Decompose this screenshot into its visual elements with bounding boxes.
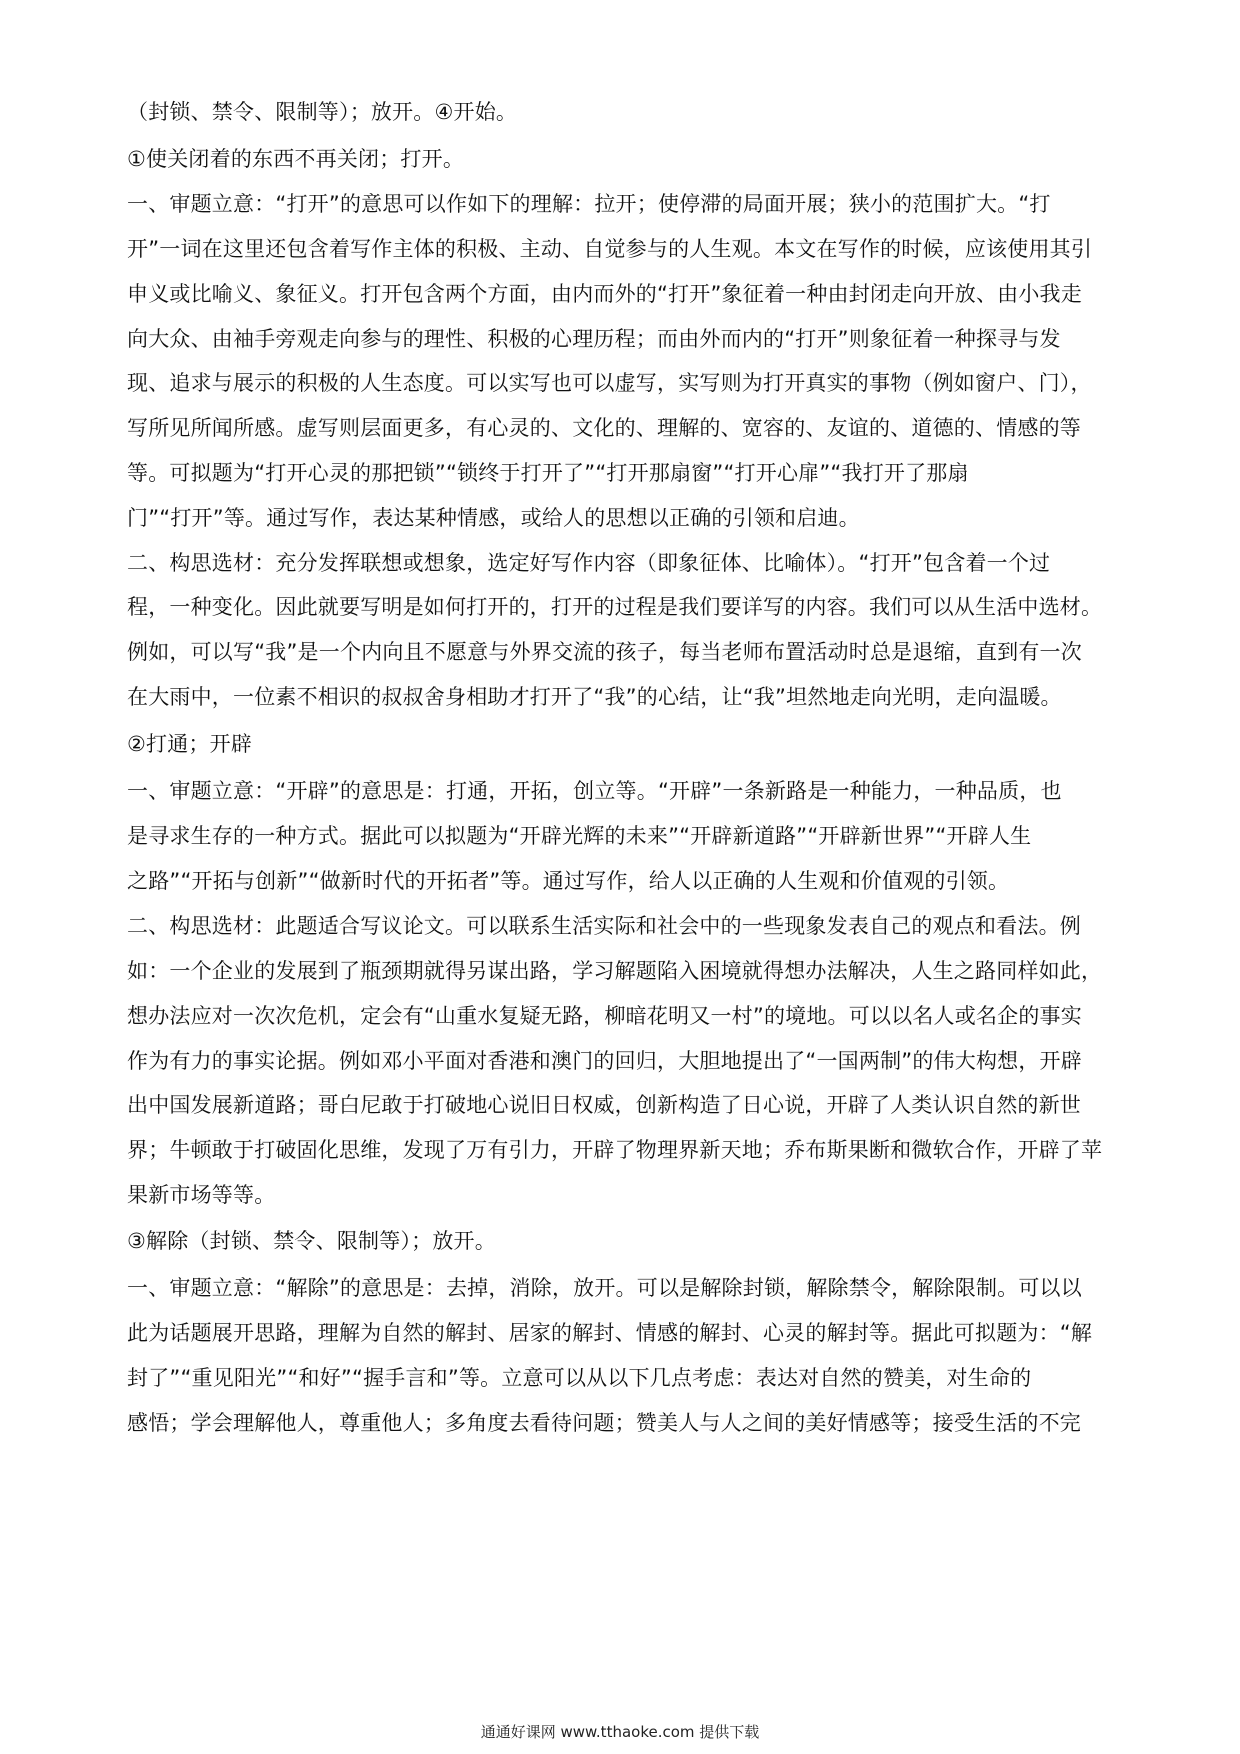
text-line: 一、审题立意：“打开”的意思可以作如下的理解：拉开；使停滞的局面开展；狭小的范围扩大。“打 (127, 192, 1051, 216)
text-line: ①使关闭着的东西不再关闭；打开。 (127, 147, 465, 171)
text-line: ②打通；开辟 (127, 732, 253, 756)
text-line: 例如，可以写“我”是一个内向且不愿意与外界交流的孩子，每当老师布置活动时总是退缩，直到有一次 (127, 640, 1082, 664)
text-line: 等。可拟题为“打开心灵的那把锁”“锁终于打开了”“打开那扇窗”“打开心扉”“我打开了那扇 (127, 461, 969, 485)
text-line: ③解除（封锁、禁令、限制等）；放开。 (127, 1229, 496, 1253)
text-line: 申义或比喻义、象征义。打开包含两个方面，由内而外的“打开”象征着一种由封闭走向开放、由小我走 (127, 282, 1082, 306)
text-line: 如：一个企业的发展到了瓶颈期就得另谋出路，学习解题陷入困境就得想办法解决，人生之路同样如此， (127, 959, 1103, 983)
text-line: 想办法应对一次次危机，定会有“山重水复疑无路，柳暗花明又一村”的境地。可以以名人或名企的事实 (127, 1004, 1082, 1028)
text-line: 向大众、由袖手旁观走向参与的理性、积极的心理历程；而由外而内的“打开”则象征着一种探寻与发 (127, 327, 1061, 351)
text-line: 之路”“开拓与创新”“做新时代的开拓者”等。通过写作，给人以正确的人生观和价值观的引领。 (127, 869, 1010, 893)
text-line: 感悟；学会理解他人，尊重他人；多角度去看待问题；赞美人与人之间的美好情感等；接受生活的不完 (127, 1411, 1081, 1435)
page-footer: 通通好课网 www.tthaoke.com 提供下载 (480, 1723, 760, 1741)
text-line: 此为话题展开思路，理解为自然的解封、居家的解封、情感的解封、心灵的解封等。据此可拟题为：“解 (127, 1321, 1093, 1345)
text-line: 果新市场等等。 (127, 1183, 276, 1207)
text-line: 二、构思选材：此题适合写议论文。可以联系生活实际和社会中的一些现象发表自己的观点和看法。例 (127, 914, 1081, 938)
text-line: 是寻求生存的一种方式。据此可以拟题为“开辟光辉的未来”“开辟新道路”“开辟新世界”“开辟人生 (127, 824, 1032, 848)
text-line: 在大雨中，一位素不相识的叔叔舍身相助才打开了“我”的心结，让“我”坦然地走向光明，走向温暖。 (127, 685, 1062, 709)
text-line: 出中国发展新道路；哥白尼敢于打破地心说旧日权威，创新构造了日心说，开辟了人类认识自然的新世 (127, 1093, 1081, 1117)
text-line: 写所见所闻所感。虚写则层面更多，有心灵的、文化的、理解的、宽容的、友谊的、道德的、情感的等 (127, 416, 1081, 440)
text-line: 封了”“重见阳光”“和好”“握手言和”等。立意可以从以下几点考虑：表达对自然的赞美，对生命的 (127, 1366, 1032, 1390)
text-line: 一、审题立意：“开辟”的意思是：打通，开拓，创立等。“开辟”一条新路是一种能力，一种品质，也 (127, 779, 1062, 803)
text-line: （封锁、禁令、限制等）；放开。④开始。 (127, 100, 518, 124)
text-line: 二、构思选材：充分发挥联想或想象，选定好写作内容（即象征体、比喻体）。“打开”包含着一个过 (127, 551, 1051, 575)
text-line: 门”“打开”等。通过写作，表达某种情感，或给人的思想以正确的引领和启迪。 (127, 506, 860, 530)
text-line: 一、审题立意：“解除”的意思是：去掉，消除，放开。可以是解除封锁，解除禁令，解除限制。可以以 (127, 1276, 1082, 1300)
text-line: 现、追求与展示的积极的人生态度。可以实写也可以虚写，实写则为打开真实的事物（例如窗户、门）， (127, 371, 1092, 395)
text-line: 界；牛顿敢于打破固化思维，发现了万有引力，开辟了物理界新天地；乔布斯果断和微软合作，开辟了苹 (127, 1138, 1103, 1162)
text-line: 作为有力的事实论据。例如邓小平面对香港和澳门的回归，大胆地提出了“一国两制”的伟大构想，开辟 (127, 1049, 1082, 1073)
text-line: 程，一种变化。因此就要写明是如何打开的，打开的过程是我们要详写的内容。我们可以从生活中选材。 (127, 595, 1103, 619)
text-line: 开”一词在这里还包含着写作主体的积极、主动、自觉参与的人生观。本文在写作的时候，应该使用其引 (127, 237, 1093, 261)
